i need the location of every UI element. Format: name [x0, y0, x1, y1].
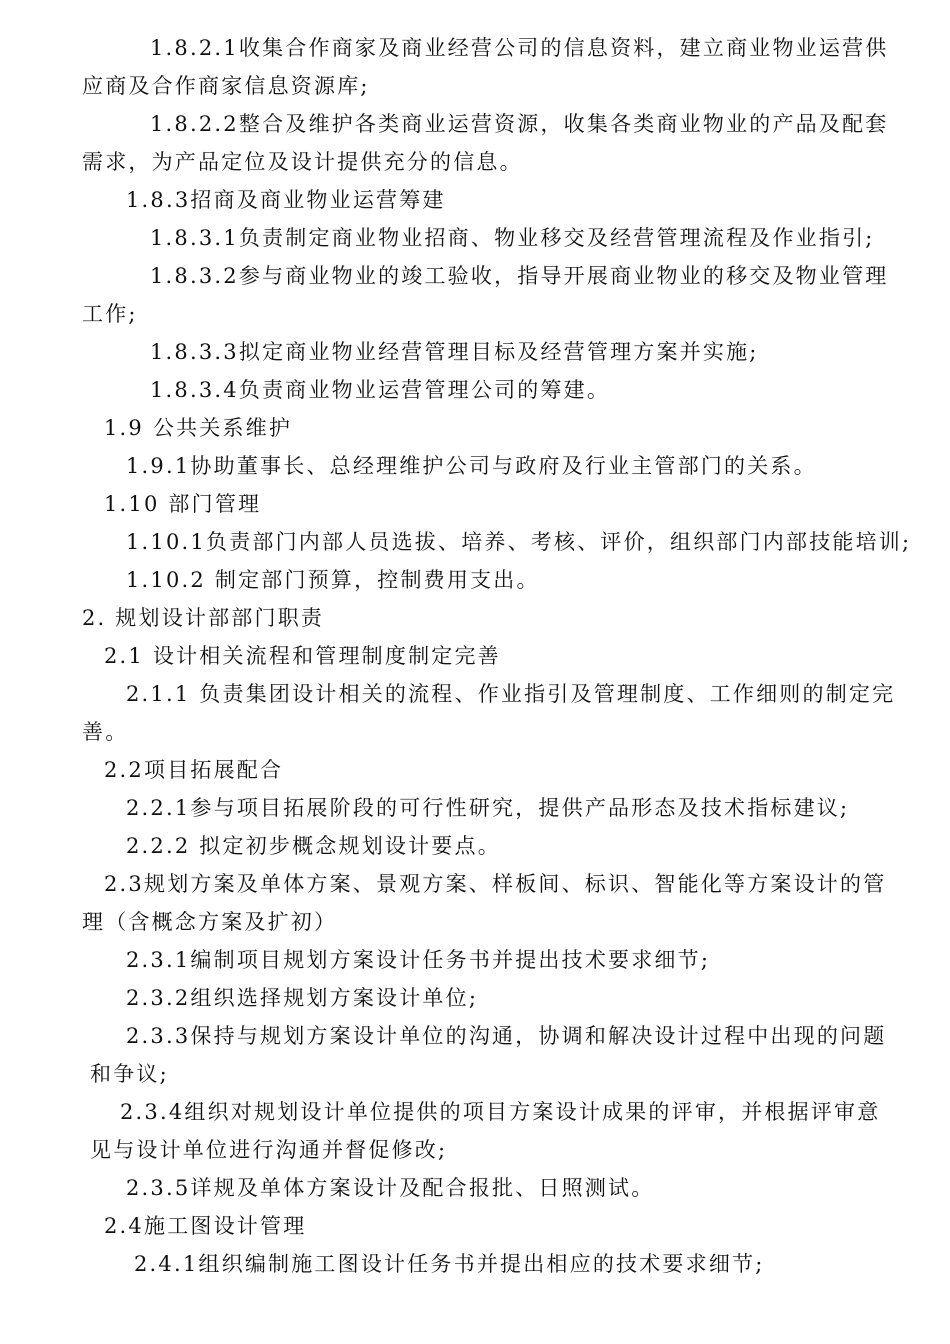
- text-line: 1.8.3.3拟定商业物业经营管理目标及经营管理方案并实施;: [150, 340, 759, 364]
- section-heading: 2.2项目拓展配合: [104, 758, 284, 782]
- text-line: 1.10.1负责部门内部人员选拔、培养、考核、评价，组织部门内部技能培训;: [126, 530, 912, 554]
- text-line: 工作;: [82, 302, 138, 326]
- text-line: 1.8.3.4负责商业物业运营管理公司的筹建。: [150, 378, 611, 402]
- section-heading: 1.10 部门管理: [104, 492, 262, 516]
- text-line: 2.3.2组织选择规划方案设计单位;: [126, 986, 479, 1010]
- text-line: 1.8.2.1收集合作商家及商业经营公司的信息资料，建立商业物业运营供: [150, 36, 889, 60]
- text-line: 2.1.1 负责集团设计相关的流程、作业指引及管理制度、工作细则的制定完: [126, 682, 896, 706]
- text-line: 1.8.3招商及商业物业运营筹建: [126, 188, 446, 212]
- text-line: 1.10.2 制定部门预算，控制费用支出。: [126, 568, 540, 592]
- chapter-heading: 2. 规划设计部部门职责: [82, 606, 325, 630]
- text-line: 1.8.2.2整合及维护各类商业运营资源，收集各类商业物业的产品及配套: [150, 112, 889, 136]
- text-line: 2.3.3保持与规划方案设计单位的沟通，协调和解决设计过程中出现的问题: [126, 1024, 887, 1048]
- text-line: 2.2.1参与项目拓展阶段的可行性研究，提供产品形态及技术指标建议;: [126, 796, 850, 820]
- text-line: 见与设计单位进行沟通并督促修改;: [90, 1138, 448, 1162]
- text-line: 2.3.1编制项目规划方案设计任务书并提出技术要求细节;: [126, 948, 711, 972]
- section-heading: 1.9 公共关系维护: [104, 416, 293, 440]
- text-line: 1.8.3.1负责制定商业物业招商、物业移交及经营管理流程及作业指引;: [150, 226, 875, 250]
- text-line: 2.4.1组织编制施工图设计任务书并提出相应的技术要求细节;: [134, 1252, 765, 1276]
- section-heading: 2.3规划方案及单体方案、景观方案、样板间、标识、智能化等方案设计的管: [104, 872, 887, 896]
- section-heading: 理（含概念方案及扩初）: [82, 910, 338, 934]
- text-line: 2.3.4组织对规划设计单位提供的项目方案设计成果的评审，并根据评审意: [120, 1100, 881, 1124]
- text-line: 善。: [82, 720, 129, 744]
- section-heading: 2.1 设计相关流程和管理制度制定完善: [104, 644, 501, 668]
- text-line: 2.3.5详规及单体方案设计及配合报批、日照测试。: [126, 1176, 655, 1200]
- text-line: 和争议;: [90, 1062, 169, 1086]
- text-line: 应商及合作商家信息资源库;: [82, 74, 370, 98]
- text-line: 1.9.1协助董事长、总经理维护公司与政府及行业主管部门的关系。: [126, 454, 817, 478]
- text-line: 需求，为产品定位及设计提供充分的信息。: [82, 150, 523, 174]
- text-line: 2.2.2 拟定初步概念规划设计要点。: [126, 834, 501, 858]
- section-heading: 2.4施工图设计管理: [104, 1214, 307, 1238]
- text-line: 1.8.3.2参与商业物业的竣工验收，指导开展商业物业的移交及物业管理: [150, 264, 889, 288]
